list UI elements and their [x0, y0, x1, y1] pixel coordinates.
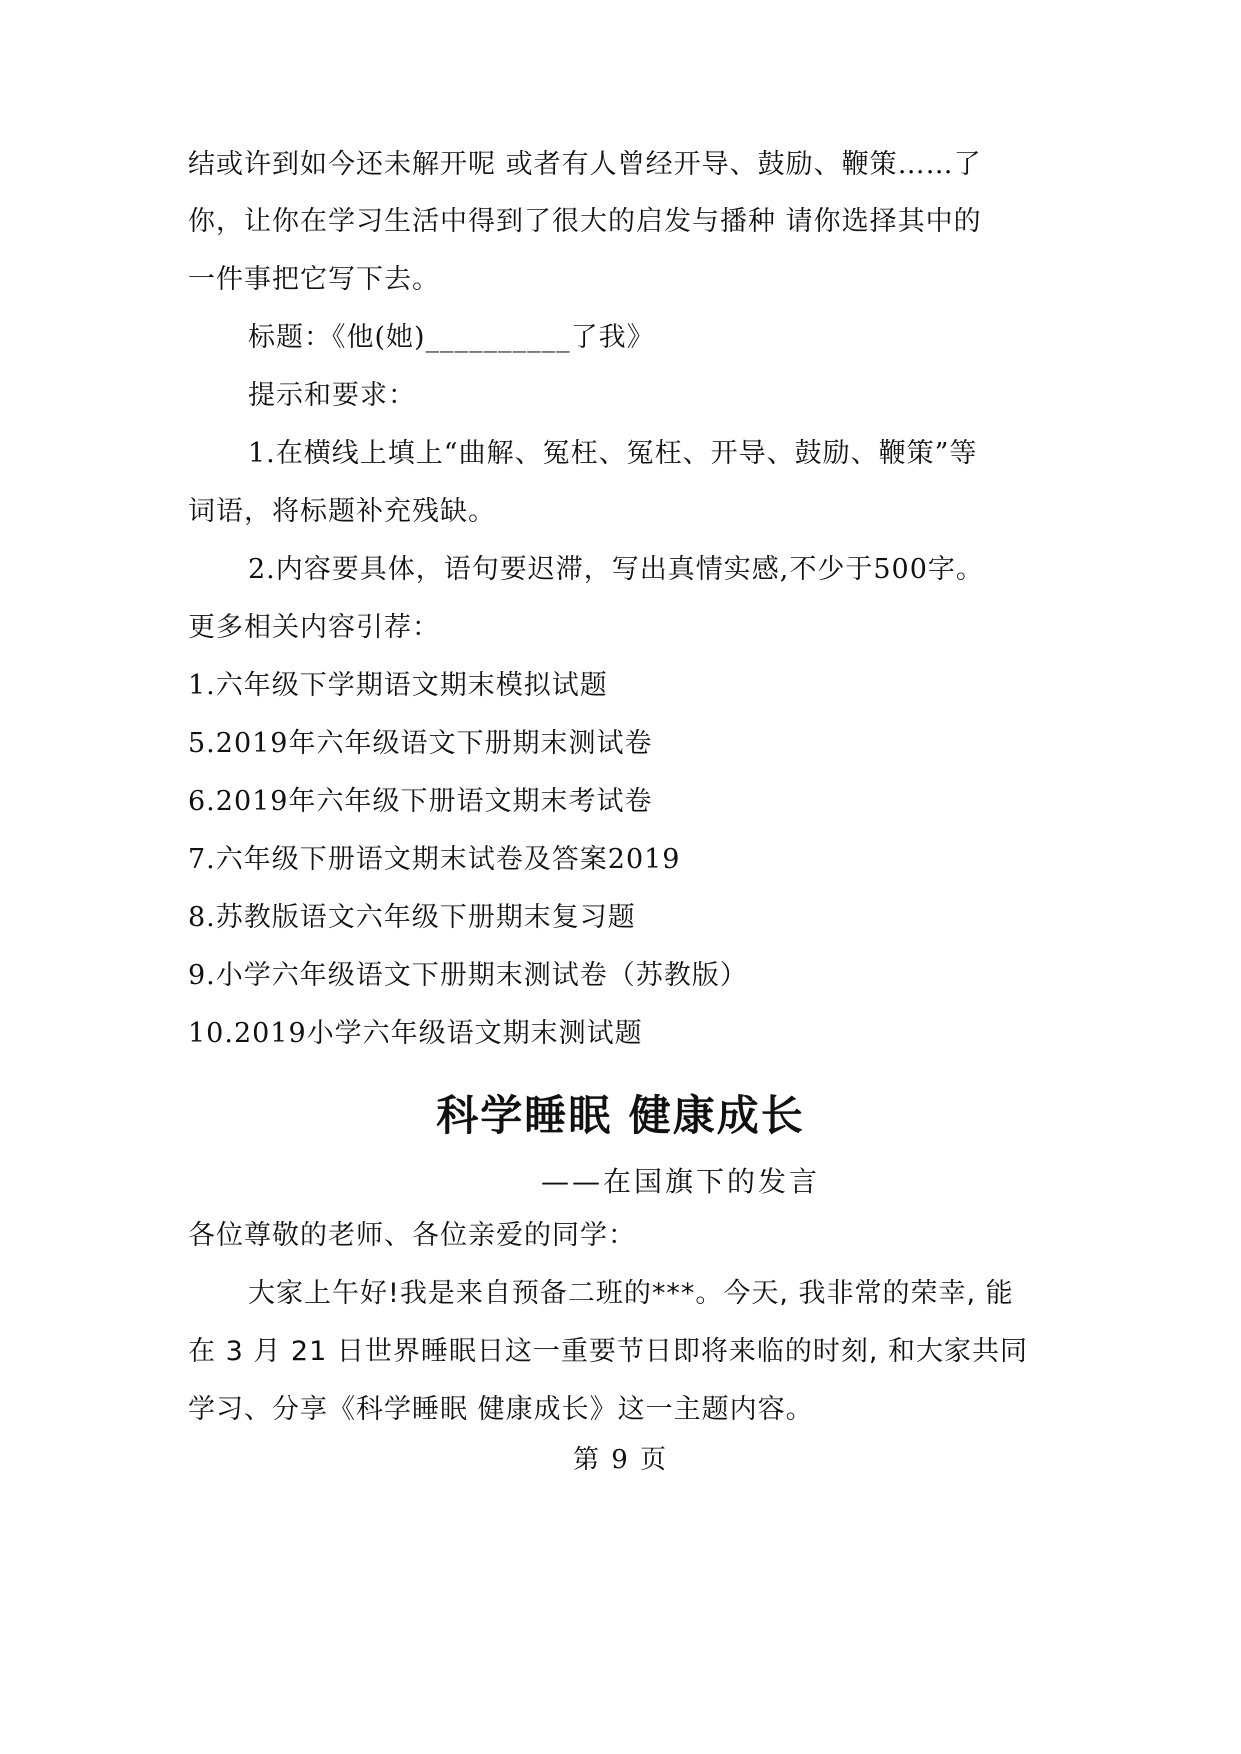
related-item[interactable]: 10.2019小学六年级语文期末测试题	[188, 1018, 643, 1049]
body-line-2: 你，让你在学习生活中得到了很大的启发与播种 请你选择其中的	[188, 206, 982, 237]
page-number: 第 9 页	[572, 1445, 669, 1475]
related-item[interactable]: 5.2019年六年级语文下册期末测试卷	[188, 728, 653, 759]
requirement-2: 2.内容要具体，语句要迟滞，写出真情实感,不少于500字。	[248, 554, 984, 585]
related-item[interactable]: 7.六年级下册语文期末试卷及答案2019	[188, 844, 681, 875]
requirement-1-line-2: 词语，将标题补充残缺。	[188, 496, 496, 527]
related-item[interactable]: 6.2019年六年级下册语文期末考试卷	[188, 786, 653, 817]
hint-heading: 提示和要求：	[248, 380, 416, 411]
related-item[interactable]: 8.苏教版语文六年级下册期末复习题	[188, 902, 636, 933]
speech-para-line-1: 大家上午好!我是来自预备二班的***。今天, 我非常的荣幸, 能	[248, 1278, 1014, 1309]
speech-title: 科学睡眠 健康成长	[436, 1091, 805, 1140]
related-heading: 更多相关内容引荐：	[188, 612, 440, 643]
speech-greeting: 各位尊敬的老师、各位亲爱的同学：	[188, 1220, 636, 1251]
speech-para-line-2: 在 3 月 21 日世界睡眠日这一重要节日即将来临的时刻, 和大家共同	[188, 1336, 1029, 1367]
related-item[interactable]: 1.六年级下学期语文期末模拟试题	[188, 670, 608, 701]
related-item[interactable]: 9.小学六年级语文下册期末测试卷（苏教版）	[188, 960, 748, 991]
title-prompt: 标题：《他(她)__________了我》	[248, 322, 655, 353]
requirement-1-line-1: 1.在横线上填上“曲解、冤枉、冤枉、开导、鼓励、鞭策”等	[248, 438, 978, 469]
body-line-3: 一件事把它写下去。	[188, 264, 440, 295]
body-line-1: 结或许到如今还未解开呢 或者有人曾经开导、鼓励、鞭策……了	[188, 149, 982, 180]
speech-subtitle: ——在国旗下的发言	[540, 1165, 820, 1198]
speech-para-line-3: 学习、分享《科学睡眠 健康成长》这一主题内容。	[188, 1394, 814, 1425]
